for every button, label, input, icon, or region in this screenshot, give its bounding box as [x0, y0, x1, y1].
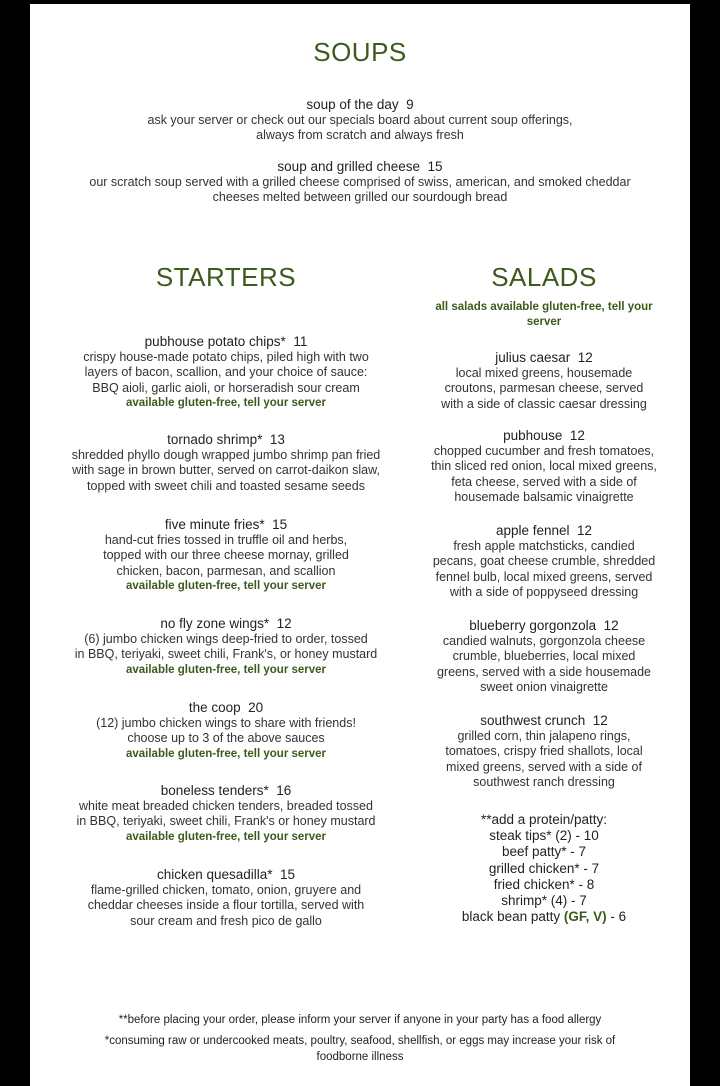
raw-food-disclaimer: *consuming raw or undercooked meats, poultry, seafood, shellfish, or eggs may increase your risk of foodborne illness	[104, 1035, 616, 1063]
item-description: ask your server or check out our specials board about current soup offerings, always from scratch and always fresh	[147, 113, 573, 143]
item-name: pubhouse potato chips*	[144, 334, 286, 349]
protein-option-name: black bean patty	[461, 909, 564, 925]
item-price: 11	[293, 334, 308, 349]
menu-item-no-fly-zone-wings	[50, 616, 402, 678]
item-name: julius caesar	[495, 350, 571, 365]
item-name: southwest crunch	[480, 713, 586, 728]
item-price: 12	[577, 350, 593, 365]
item-price: 15	[272, 517, 288, 532]
item-description: grilled corn, thin jalapeno rings, tomatoes, crispy fried shallots, local mixed greens, served with a side of southwest ranch dressing	[445, 729, 643, 790]
salads-note: all salads available gluten-free, tell your server	[435, 301, 653, 329]
protein-option: grilled chicken* - 7	[488, 860, 600, 876]
item-price: 13	[269, 432, 285, 447]
item-price: 12	[276, 616, 292, 631]
item-price: 15	[427, 159, 443, 174]
item-description: fresh apple matchsticks, candied pecans, goat cheese crumble, shredded fennel bulb, local mixed greens, served with a side of poppyseed dressing	[432, 539, 656, 600]
salads-gluten-free-note	[416, 300, 672, 331]
item-name: tornado shrimp*	[167, 432, 263, 447]
menu-item-southwest-crunch	[416, 713, 672, 791]
protein-option: steak tips* (2) - 10	[489, 828, 599, 844]
soups-heading: SOUPS	[313, 37, 407, 67]
add-protein-list	[416, 812, 672, 925]
gf-v-tag: (GF, V)	[563, 909, 607, 925]
protein-option: beef patty* - 7	[501, 844, 587, 860]
protein-option-price: - 6	[606, 909, 627, 925]
item-price: 12	[592, 713, 608, 728]
menu-item-soup-of-the-day	[50, 97, 670, 144]
item-price: 12	[603, 618, 619, 633]
protein-option: shrimp* (4) - 7	[501, 893, 587, 909]
salads-heading: SALADS	[491, 262, 597, 292]
item-description: flame-grilled chicken, tomato, onion, gruyere and cheddar cheeses inside a flour tortilla, served with sour cream and fresh pico de gallo	[87, 883, 365, 928]
menu-item-tornado-shrimp	[50, 432, 402, 494]
item-description: our scratch soup served with a grilled cheese comprised of swiss, american, and smoked cheddar cheeses melted between grilled our sourdough bread	[89, 175, 631, 205]
item-name: apple fennel	[495, 523, 570, 538]
menu-item-pubhouse-salad	[416, 428, 672, 506]
add-protein-title: **add a protein/patty:	[480, 812, 608, 827]
item-description: shredded phyllo dough wrapped jumbo shrimp pan fried with sage in brown butter, served on carrot-daikon slaw, topped with sweet chili and toasted sesame seeds	[71, 448, 381, 493]
item-description: hand-cut fries tossed in truffle oil and herbs, topped with our three cheese mornay, grilled chicken, bacon, parmesan, and scallion	[103, 533, 349, 578]
item-name: soup and grilled cheese	[277, 159, 421, 174]
menu-item-apple-fennel	[416, 523, 672, 601]
protein-option-black-bean	[416, 909, 672, 925]
item-price: 15	[280, 867, 296, 882]
item-name: soup of the day	[306, 97, 399, 112]
item-name: boneless tenders*	[160, 783, 269, 798]
item-name: blueberry gorgonzola	[469, 618, 597, 633]
item-price: 9	[406, 97, 414, 112]
item-description: (12) jumbo chicken wings to share with friends! choose up to 3 of the above sauces	[96, 716, 356, 746]
gluten-free-note: available gluten-free, tell your server	[125, 663, 327, 676]
item-name: chicken quesadilla*	[156, 867, 273, 882]
menu-item-soup-and-grilled-cheese	[50, 159, 670, 206]
item-description: candied walnuts, gorgonzola cheese crumble, blueberries, local mixed greens, served with a side housemade sweet onion vinaigrette	[436, 634, 651, 695]
menu-item-chicken-quesadilla	[50, 867, 402, 929]
protein-option: fried chicken* - 8	[493, 876, 595, 892]
item-price: 12	[569, 428, 585, 443]
starters-heading: STARTERS	[155, 262, 297, 292]
item-description: chopped cucumber and fresh tomatoes, thin sliced red onion, local mixed greens, feta cheese, served with a side of housemade balsamic vinaigrette	[431, 444, 657, 505]
item-name: the coop	[188, 700, 241, 715]
item-description: local mixed greens, housemade croutons, parmesan cheese, served with a side of classic caesar dressing	[441, 366, 647, 411]
item-name: pubhouse	[503, 428, 563, 443]
menu-item-five-minute-fries	[50, 517, 402, 595]
item-description: (6) jumbo chicken wings deep-fried to order, tossed in BBQ, teriyaki, sweet chili, Frank's, or honey mustard	[74, 632, 378, 662]
item-price: 12	[577, 523, 593, 538]
menu-item-julius-caesar	[416, 350, 672, 412]
menu-item-the-coop	[50, 700, 402, 762]
gluten-free-note: available gluten-free, tell your server	[125, 747, 327, 760]
menu-item-pubhouse-potato-chips	[50, 334, 402, 412]
menu-page	[30, 4, 690, 1086]
gluten-free-note: available gluten-free, tell your server	[125, 580, 327, 593]
item-name: five minute fries*	[164, 517, 265, 532]
gluten-free-note: available gluten-free, tell your server	[125, 397, 327, 410]
item-description: white meat breaded chicken tenders, breaded tossed in BBQ, teriyaki, sweet chili, Frank's or honey mustard	[76, 799, 376, 829]
item-description: crispy house-made potato chips, piled high with two layers of bacon, scallion, and your choice of sauce: BBQ aioli, garlic aioli, or horseradish sour cream	[83, 350, 369, 395]
menu-item-blueberry-gorgonzola	[416, 618, 672, 696]
gluten-free-note: available gluten-free, tell your server	[125, 830, 327, 843]
item-name: no fly zone wings*	[160, 616, 270, 631]
food-allergy-notice: **before placing your order, please inform your server if anyone in your party has a food allergy	[118, 1014, 602, 1026]
menu-item-boneless-tenders	[50, 783, 402, 845]
item-price: 20	[248, 700, 264, 715]
item-price: 16	[276, 783, 292, 798]
